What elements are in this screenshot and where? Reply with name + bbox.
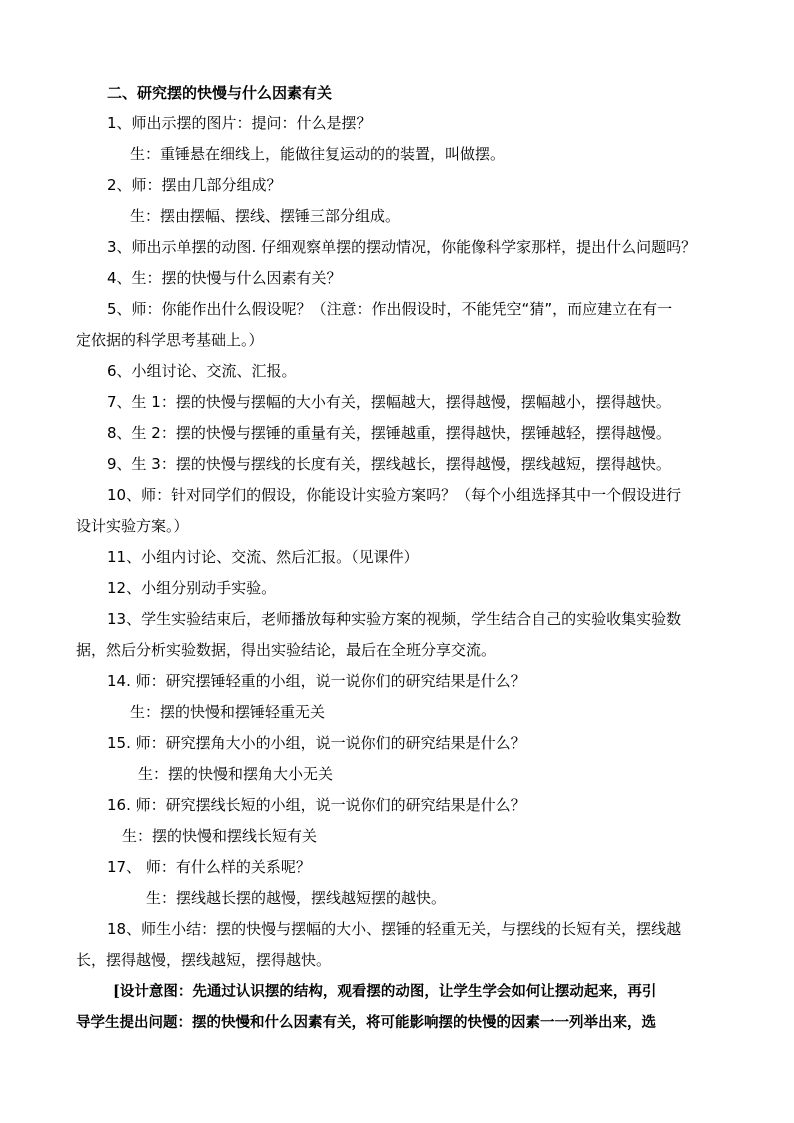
text-line: 生：摆的快慢和摆角大小无关 bbox=[138, 765, 334, 783]
text-line: 11、小组内讨论、交流、然后汇报。（见课件） bbox=[107, 548, 419, 566]
text-line: 生：摆的快慢和摆锤轻重无关 bbox=[130, 703, 326, 721]
text-line: 17、 师：有什么样的关系呢？ bbox=[107, 858, 311, 876]
text-line: 6、小组讨论、交流、汇报。 bbox=[107, 362, 297, 380]
text-line: 设计实验方案。） bbox=[76, 517, 189, 535]
text-line: 5、师：你能作出什么假设呢？（注意：作出假设时，不能凭空“猜”，而应建立在有一 bbox=[107, 300, 673, 318]
text-line: 12、小组分别动手实验。 bbox=[107, 579, 277, 597]
text-line: 3、师出示单摆的动图. 仔细观察单摆的摆动情况，你能像科学家那样，提出什么问题吗？ bbox=[107, 238, 697, 256]
text-line: 9、生 3：摆的快慢与摆线的长度有关，摆线越长，摆得越慢，摆线越短，摆得越快。 bbox=[107, 455, 671, 473]
text-line: 8、生 2：摆的快慢与摆锤的重量有关，摆锤越重，摆得越快，摆锤越轻，摆得越慢。 bbox=[107, 424, 671, 442]
text-line: 生：摆的快慢和摆线长短有关 bbox=[122, 827, 318, 845]
text-line: 10、师：针对同学们的假设，你能设计实验方案吗？（每个小组选择其中一个假设进行 bbox=[107, 486, 682, 504]
text-line: 7、生 1：摆的快慢与摆幅的大小有关，摆幅越大，摆得越慢，摆幅越小，摆得越快。 bbox=[107, 393, 671, 411]
text-line: 14. 师：研究摆锤轻重的小组，说一说你们的研究结果是什么？ bbox=[107, 672, 526, 690]
text-line: 15. 师：研究摆角大小的小组，说一说你们的研究结果是什么？ bbox=[107, 734, 526, 752]
text-line: 4、生：摆的快慢与什么因素有关？ bbox=[107, 269, 342, 287]
text-line: 生：摆线越长摆的越慢，摆线越短摆的越快。 bbox=[146, 889, 447, 907]
text-line: 13、学生实验结束后，老师播放每种实验方案的视频，学生结合自己的实验收集实验数 bbox=[107, 610, 682, 628]
design-intent-note: 导学生提出问题：摆的快慢和什么因素有关，将可能影响摆的快慢的因素一一列举出来，选 bbox=[76, 1014, 656, 1031]
text-line: 据，然后分析实验数据，得出实验结论，最后在全班分享交流。 bbox=[76, 641, 497, 659]
text-line: 长，摆得越慢，摆线越短，摆得越快。 bbox=[76, 951, 332, 969]
text-line: 1、师出示摆的图片：提问：什么是摆？ bbox=[107, 114, 372, 132]
text-line: 生：摆由摆幅、摆线、摆锤三部分组成。 bbox=[130, 207, 401, 225]
text-line: 18、师生小结：摆的快慢与摆幅的大小、摆锤的轻重无关，与摆线的长短有关，摆线越 bbox=[107, 920, 682, 938]
section-heading: 二、研究摆的快慢与什么因素有关 bbox=[107, 84, 333, 102]
text-line: 生：重锤悬在细线上，能做往复运动的的装置，叫做摆。 bbox=[130, 145, 506, 163]
text-line: 16. 师：研究摆线长短的小组，说一说你们的研究结果是什么？ bbox=[107, 796, 526, 814]
design-intent-note: [设计意图：先通过认识摆的结构，观看摆的动图，让学生学会如何让摆动起来，再引 bbox=[113, 983, 657, 1000]
text-line: 定依据的科学思考基础上。） bbox=[76, 331, 264, 349]
text-line: 2、师：摆由几部分组成？ bbox=[107, 176, 282, 194]
